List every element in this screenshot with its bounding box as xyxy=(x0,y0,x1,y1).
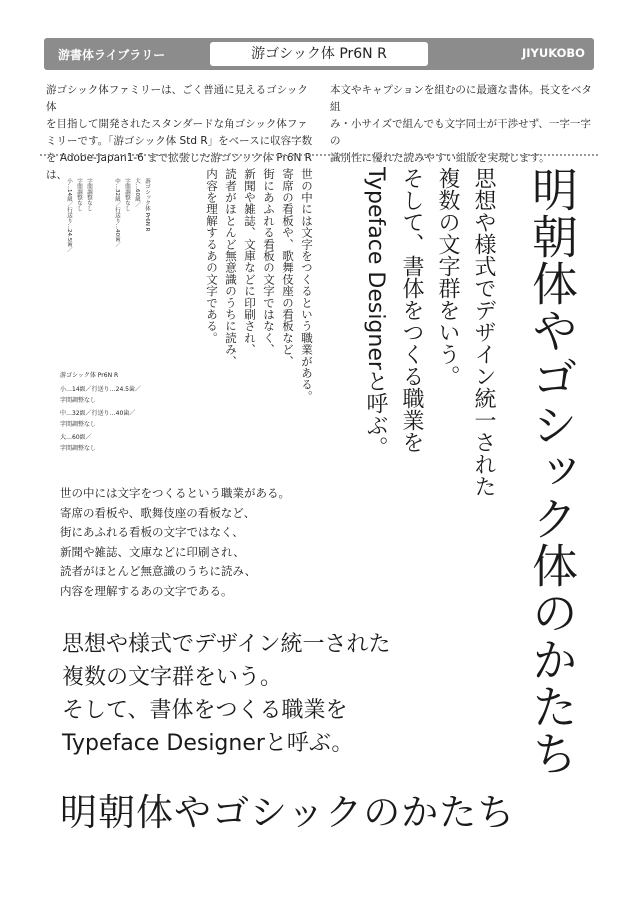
vertical-spec-line: 字間調整なし xyxy=(124,178,130,211)
vertical-sample-line: 複数の文字群をいう。 xyxy=(435,167,460,387)
vertical-spec-line: 大…60級／ xyxy=(134,178,140,207)
vertical-sample-line: 新聞や雑誌、文庫などに印刷され、 xyxy=(243,168,257,356)
horizontal-sample-line: 寄席の看板や、歌舞伎座の看板など、 xyxy=(60,505,256,520)
spec-title: 游ゴシック体 Pr6N R xyxy=(60,372,119,379)
horizontal-sample-medium xyxy=(62,628,482,760)
vertical-sample-large: 明朝体やゴシック体のかたち xyxy=(525,166,579,777)
vertical-spec-line: 小…14級／行送り…24.5歯／ xyxy=(66,178,72,253)
spec-line: 小…14級／行送り…24.5歯／ xyxy=(60,386,141,393)
vertical-sample-line: 世の中には文字をつくるという職業がある。 xyxy=(300,168,314,402)
vertical-sample-line: そして、書体をつくる職業を xyxy=(399,167,424,453)
vertical-sample-small xyxy=(202,168,316,402)
horizontal-sample-line: 思想や様式でデザイン統一された xyxy=(62,632,391,657)
horizontal-sample-line: 内容を理解するあの文字である。 xyxy=(60,583,233,598)
vertical-spec-line: 中…32級／行送り…40歯／ xyxy=(114,178,120,247)
vertical-sample-line: 思想や様式でデザイン統一された xyxy=(471,167,496,497)
spec-small xyxy=(60,384,180,406)
vertical-sample-line: 内容を理解するあの文字である。 xyxy=(205,168,219,344)
horizontal-sample-line: Typeface Designerと呼ぶ。 xyxy=(62,731,354,756)
spec-line: 大…60級／ xyxy=(60,434,92,441)
description-line: 識別性に優れた読みやすい組版を実現します。 xyxy=(330,152,550,164)
spec-line: 中…32級／行送り…40歯／ xyxy=(60,410,136,417)
spec-line: 字間調整なし xyxy=(60,421,97,428)
vertical-sample-line: 街にあふれる看板の文字ではなく、 xyxy=(262,168,276,356)
description-line: 游ゴシック体ファミリーは、ごく普通に見えるゴシック体 xyxy=(46,84,308,113)
vertical-sample-line: 読者がほとんど無意識のうちに読み、 xyxy=(224,168,238,367)
vertical-sample-line: 寄席の看板や、歌舞伎座の看板など、 xyxy=(281,168,295,367)
horizontal-sample-large: 明朝体やゴシックのかたち xyxy=(60,791,516,834)
horizontal-sample-line: 街にあふれる看板の文字ではなく、 xyxy=(60,525,244,539)
spec-large xyxy=(60,432,180,454)
spec-medium xyxy=(60,408,180,430)
vertical-spec-right xyxy=(112,178,152,288)
spec-line: 字間調整なし xyxy=(60,397,97,404)
vertical-sample-line: Typeface Designerと呼ぶ。 xyxy=(363,167,388,458)
vertical-spec-left xyxy=(64,178,94,268)
horizontal-sample-line: 世の中には文字をつくるという職業がある。 xyxy=(60,486,290,500)
description-line: み・小サイズで組んでも文字同士が干渉せず、一字一字の xyxy=(330,118,591,147)
vertical-spec-line: 游ゴシック体 Pr6N R xyxy=(144,178,150,232)
library-label: 游書体ライブラリー xyxy=(58,48,166,62)
vertical-sample-medium xyxy=(357,167,501,497)
description-line: を目指して開発されたスタンダードな角ゴシック体ファ xyxy=(46,118,308,130)
horizontal-sample-line: 複数の文字群をいう。 xyxy=(62,665,283,690)
vertical-spec-line: 字間調整なし xyxy=(76,178,82,211)
horizontal-sample-line: 新聞や雑誌、文庫などに印刷され、 xyxy=(60,544,245,559)
horizontal-sample-small xyxy=(60,484,350,601)
horizontal-sample-line: そして、書体をつくる職業を xyxy=(62,698,348,723)
horizontal-sample-line: 読者がほとんど無意識のうちに読み、 xyxy=(60,564,257,578)
dotted-divider xyxy=(40,154,598,156)
brand-label: JIYUKOBO xyxy=(522,46,585,60)
vertical-spec-line: 字間調整なし xyxy=(86,178,92,211)
spec-line: 字間調整なし xyxy=(60,445,97,452)
description-line: 本文やキャプションを組むのに最適な書体。長文をベタ組 xyxy=(330,84,592,113)
description-line: ミリーです。「游ゴシック体 Std R」をベースに収容字数 xyxy=(46,135,313,147)
font-name-title: 游ゴシック体 Pr6N R xyxy=(210,42,428,66)
description-line: を Adobe-Japan1-6 まで拡張した游ゴシック体 Pr6N R は、 xyxy=(46,152,312,181)
